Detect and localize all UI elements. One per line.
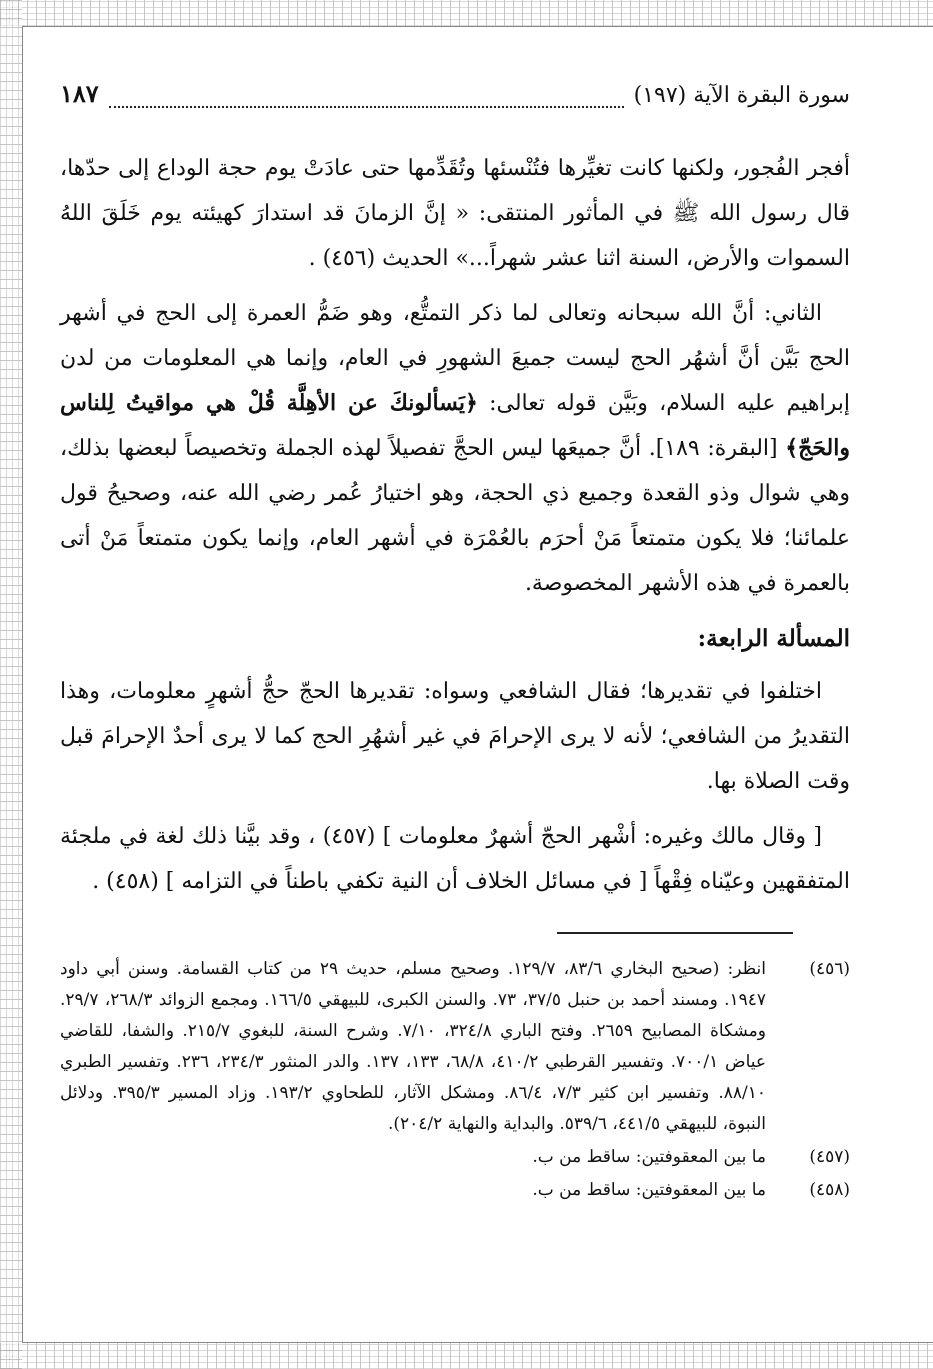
quran-verse: ﴿يَسألونكَ عن الأهِلَّة قُلْ هي مواقيتُ لِلناس والحَجّ﴾ bbox=[60, 390, 850, 461]
footnote-separator bbox=[557, 932, 793, 934]
paragraph-4: [ وقال مالك وغيره: أشْهر الحجّ أشهرٌ معلومات ] (٤٥٧) ، وقد بيَّنا ذلك لغة في ملجئة المتفقهين وعيّناه فِقْهاً [ في مسائل الخلاف أن النية تكفي باطناً في التزامه ] (٤٥٨) . bbox=[60, 824, 850, 894]
footnotes bbox=[60, 954, 850, 1206]
paragraph-2-text: الثاني: أنَّ الله سبحانه وتعالى لما ذكر التمتُّع، وهو ضَمُّ العمرة إلى الحج في أشهر الحج بَيَّن أنَّ أشهُر الحج ليست جميعَ الشهورِ في العام، وإنما هي المعلومات من لدن إبراهيم عليه السلام، وبَيَّن قوله تعالى: bbox=[60, 301, 851, 416]
footnote-text: انظر: (صحيح البخاري ٨٣/٦، ١٢٩/٧. وصحيح مسلم، حديث ٢٩ من كتاب القسامة. وسنن أبي داود ١٩٤٧. ومسند أحمد بن حنبل ٣٧/٥، ٧٣. والسنن الكبرى، للبيهقي ١٦٦/٥. ومجمع الزوائد ٢٦٨/٣، ٢٩/٧. ومشكاة المصابيح ٢٦٥٩. وفتح الباري ٣٢٤/٨، ٧/١٠. وشرح السنة، للبغوي ٢١٥/٧. والشفا، للقاضي عياض ٧٠٠/١. وتفسير القرطبي ٤١٠/٢، ٦٨/٨، ١٣٣، ١٣٧. والدر المنثور ٢٣٤/٣، ٢٣٦. وتفسير الطبري ٨٨/١٠. وتفسير ابن كثير ٧/٣، ٨٦/٤. ومشكل الآثار، للطحاوي ١٩٣/٢. وزاد المسير ٣٩٥/٣. ودلائل النبوة، للبيهقي ٤٤١/٥، ٥٣٩/٦. والبداية والنهاية ٢٠٤/٢). bbox=[60, 959, 767, 1134]
paragraph-3: اختلفوا في تقديرها؛ فقال الشافعي وسواه: تقديرها الحجّ حجُّ أشهرٍ معلومات، وهذا التقديرُ من الشافعي؛ لأنه لا يرى الإحرامَ في غير أشهُرِ الحج كما لا يرى أحدٌ الإحرامَ قبل وقت الصلاة بها. bbox=[60, 679, 850, 794]
section-heading: المسألة الرابعة: bbox=[697, 625, 850, 652]
footnote-separator-wrap bbox=[60, 932, 850, 934]
footnote-text: ما بين المعقوفتين: ساقط من ب. bbox=[532, 1147, 766, 1167]
footnote-457 bbox=[60, 1142, 850, 1173]
leader-dots bbox=[109, 90, 624, 108]
ornamental-border-top bbox=[0, 0, 933, 26]
ornamental-border-bottom bbox=[0, 1343, 933, 1369]
ornamental-border-left bbox=[0, 0, 22, 1369]
book-page bbox=[60, 56, 850, 1208]
page-number: ١٨٧ bbox=[60, 79, 99, 108]
main-text bbox=[60, 146, 850, 904]
running-title: سورة البقرة الآية (١٩٧) bbox=[633, 83, 850, 108]
footnote-number: (٤٥٦) bbox=[809, 959, 850, 979]
footnote-number: (٤٥٧) bbox=[809, 1147, 850, 1167]
footnote-text: ما بين المعقوفتين: ساقط من ب. bbox=[532, 1180, 766, 1200]
footnote-458 bbox=[60, 1175, 850, 1206]
paragraph-2-cont: [البقرة: ١٨٩]. أنَّ جميعَها ليس الحجَّ تفصيلاً لهذه الجملة وتخصيصاً لبعضها بذلك، وهي شوال وذو القعدة وجميع ذي الحجة، وهو اختيارُ عُمر رضي الله عنه، وصحيحُ قول علمائنا؛ فلا يكون متمتعاً مَنْ أحرَم بالعُمْرَة في أشهر العام، وإنما يكون متمتعاً مَنْ أتى بالعمرة في هذه الأشهر المخصوصة. bbox=[60, 436, 850, 596]
footnote-number: (٤٥٨) bbox=[809, 1180, 850, 1200]
paragraph-2 bbox=[60, 291, 850, 606]
running-header bbox=[60, 56, 850, 108]
footnote-456 bbox=[60, 954, 850, 1140]
paragraph-1: أفجر الفُجور، ولكنها كانت تغيِّرها فتُنْسئها وتُقَدِّمها حتى عادَتْ يوم حجة الوداع إلى حدّها، قال رسول الله ﷺ في المأثور المنتقى: « إنَّ الزمانَ قد استدارَ كهيئته يوم خَلَقَ اللهُ السموات والأرض، السنة اثنا عشر شهراً...» الحديث (٤٥٦) . bbox=[60, 156, 850, 271]
